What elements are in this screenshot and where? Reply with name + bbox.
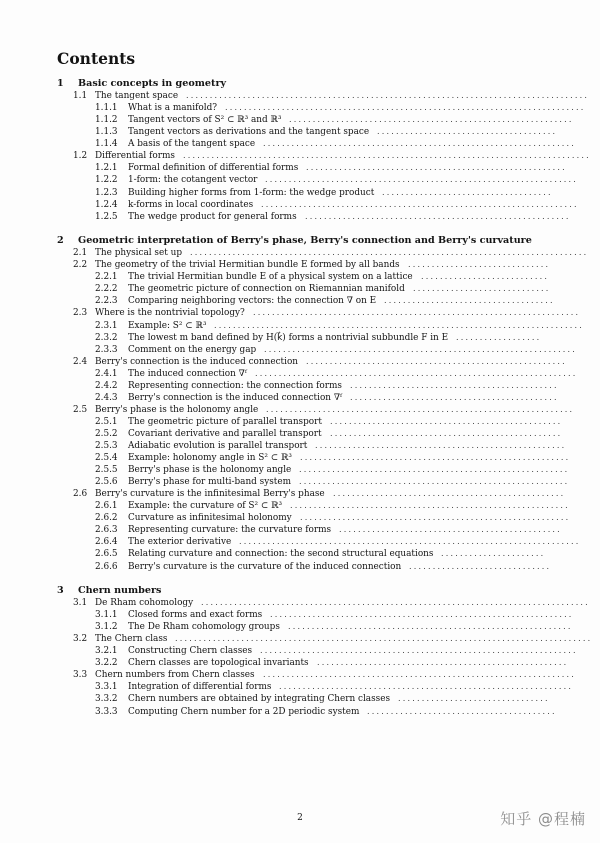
dot-leader: ..................................................................... (253, 308, 581, 318)
toc-entry-title: Example: the curvature of S² ⊂ ℝ³ (128, 501, 283, 512)
dot-leader: ................................................................... (260, 646, 578, 656)
toc-entry-number: 1.1.4 (95, 139, 118, 150)
dot-leader: ........................... (421, 272, 550, 282)
toc-entry-number: 2.4.2 (95, 380, 118, 391)
toc-entry-title: Where is the nontrivial topology? (95, 308, 245, 319)
toc-entry-title: Chern numbers from Chern classes (95, 670, 255, 681)
toc-entry-title: The trivial Hermitian bundle E of a physical system on a lattice (128, 272, 413, 283)
toc-entry-number: 3.3.3 (95, 706, 118, 717)
toc-entry-number: 2.2.1 (95, 272, 118, 283)
toc-entry-number: 2.4.1 (95, 368, 118, 379)
dot-leader: ...................................... (377, 127, 558, 137)
toc-entry-number: 1.1 (73, 91, 88, 101)
toc-entry-title: The induced connection ∇ᶠ (128, 368, 247, 379)
toc-entry-number: 2 (57, 235, 64, 247)
dot-leader: .................................................................................... (190, 248, 589, 258)
dot-leader: ................................................................ (270, 610, 574, 620)
toc-entry-title: The lowest m band defined by H(k⃗) forms a nontrivial subbundle F in E (128, 332, 449, 343)
dot-leader: ................................................. (333, 489, 566, 499)
toc-entry-number: 2.6.5 (95, 549, 118, 560)
toc-entry-number: 2.2 (73, 260, 88, 271)
toc-entry-number: 2.5.2 (95, 428, 118, 439)
toc-entry-title: The De Rham cohomology groups (128, 622, 280, 633)
dot-leader: .................................................................. (265, 175, 579, 185)
toc-entry-number: 1.1.2 (95, 115, 118, 126)
toc-entry-number: 1.1.1 (95, 103, 118, 114)
toc-entry-title: Comparing neighboring vectors: the connection ∇ on E (128, 296, 377, 307)
toc-entry-title: Differential forms (95, 151, 175, 162)
toc-entry-title: Covariant derivative and parallel transport (128, 428, 322, 439)
toc-entry-number: 1 (57, 78, 64, 89)
toc-entry-title: What is a manifold? (128, 103, 218, 114)
toc-entry-title: Berry's phase is the holonomy angle (128, 465, 292, 476)
dot-leader: ........................................................................................ (175, 634, 593, 644)
toc-entry-number: 2.3.2 (95, 332, 118, 343)
dot-leader: .................................................................................. (201, 598, 590, 608)
dot-leader: ............................................................................ (225, 103, 586, 113)
toc-entry-title: De Rham cohomology (95, 598, 194, 609)
dot-leader: ..................................................... (317, 658, 569, 668)
toc-entry-number: 3.2 (73, 634, 88, 645)
dot-leader: ......................................................... (299, 465, 570, 475)
toc-entry-title: 1-form: the cotangent vector (128, 175, 258, 186)
toc-entry-number: 3.1.2 (95, 622, 118, 633)
toc-entry-number: 3.3.1 (95, 682, 118, 693)
toc-entry-number: 3.2.2 (95, 658, 118, 669)
toc-entry-number: 2.5 (73, 404, 88, 415)
toc-entry-number: 3.3.2 (95, 694, 118, 705)
toc-entry-title: Berry's phase is the holonomy angle (95, 404, 259, 415)
toc-entry-number: 2.4 (73, 356, 88, 367)
toc-entry-title: The exterior derivative (128, 537, 232, 548)
toc-entry-title: k-forms in local coordinates (128, 199, 254, 210)
dot-leader: ............................................................ (289, 115, 574, 125)
toc-entry-title: Relating curvature and connection: the second structural equations (128, 549, 434, 560)
toc-entry-number: 2.4.3 (95, 392, 118, 403)
toc-entry-title: Representing connection: the connection forms (128, 380, 342, 391)
toc-entry-number: 2.2.3 (95, 296, 118, 307)
toc-entry-title: Comment on the energy gap (128, 344, 257, 355)
toc-entry-title: Basic concepts in geometry (78, 78, 227, 89)
toc-entry-title: The wedge product for general forms (128, 211, 297, 222)
toc-entry-title: Tangent vectors of S² ⊂ ℝ³ and ℝ³ (128, 115, 282, 126)
toc-entry-number: 2.6.4 (95, 537, 118, 548)
toc-entry-number: 2.5.3 (95, 441, 118, 451)
dot-leader: ....................................................... (306, 356, 567, 366)
dot-leader: .............................................................................. (214, 320, 584, 330)
toc-entry-number: 2.6.2 (95, 513, 118, 524)
toc-entry-number: 2.2.2 (95, 284, 118, 295)
toc-entry-title: The tangent space (95, 91, 179, 101)
toc-entry-title: Adiabatic evolution is parallel transport (128, 441, 308, 451)
dot-leader: ............................................ (350, 380, 559, 390)
dot-leader: ................................ (398, 694, 550, 704)
toc-entry-number: 2.5.1 (95, 416, 118, 427)
toc-entry-number: 2.6.3 (95, 525, 118, 536)
toc-entry-number: 2.5.5 (95, 465, 118, 476)
dot-leader: ........................................................ (305, 211, 571, 221)
toc-entry-title: Berry's connection is the induced connection ∇ᶠ (128, 392, 343, 403)
toc-entry-title: Berry's curvature is the infinitesimal Berry's phase (95, 489, 325, 500)
dot-leader: .................................................................... (255, 368, 578, 378)
toc-entry-title: Example: S² ⊂ ℝ³ (128, 320, 207, 331)
toc-entry-title: Geometric interpretation of Berry's phase, Berry's connection and Berry's curvature (78, 235, 532, 247)
toc-entry-title: The geometry of the trivial Hermitian bundle E formed by all bands (95, 260, 400, 271)
toc-entry-number: 2.3.1 (95, 320, 118, 331)
dot-leader: ........................................................................ (239, 537, 581, 547)
toc-entry-title: Berry's connection is the induced connection (95, 356, 299, 367)
dot-leader: ....................................................... (306, 163, 567, 173)
dot-leader: ............................................ (350, 392, 559, 402)
toc-entry-title: The geometric picture of parallel transport (128, 416, 322, 427)
toc-entry-title: Computing Chern number for a 2D periodic system (128, 706, 360, 717)
watermark: 知乎 @程楠 (500, 810, 586, 828)
dot-leader: ...................................................................................... (183, 151, 591, 161)
toc-entry-number: 1.1.3 (95, 127, 118, 138)
toc-entry-number: 1.2.5 (95, 211, 118, 222)
dot-leader: ......................................................... (300, 453, 571, 462)
toc-entry-title: Representing curvature: the curvature forms (128, 525, 332, 536)
toc-entry-title: Chern classes are topological invariants (128, 658, 309, 669)
toc-entry-number: 2.5.6 (95, 477, 118, 488)
dot-leader: .................................... (382, 187, 553, 197)
toc-entry-title: Berry's curvature is the curvature of the induced connection (128, 561, 402, 572)
toc-entry-number: 3.1.1 (95, 610, 118, 621)
dot-leader: .............................. (409, 561, 552, 571)
toc-entry-number: 3.3 (73, 670, 88, 681)
dot-leader: ..................................................................................... (186, 91, 590, 100)
toc-entry-title: Building higher forms from 1-form: the wedge product (128, 187, 375, 198)
toc-entry-title: A basis of the tangent space (128, 139, 256, 150)
toc-entry-number: 2.6.6 (95, 561, 118, 572)
dot-leader: ............................................................ (288, 622, 573, 632)
dot-leader: ......................................................... (300, 513, 571, 523)
dot-leader: .................................................................. (263, 139, 577, 149)
toc-entry-number: 3.1 (73, 598, 88, 609)
dot-leader: ........................................................... (290, 501, 570, 511)
toc-entry-title: Chern numbers are obtained by integrating Chern classes (128, 694, 391, 705)
dot-leader: .................................................................. (263, 670, 577, 680)
toc-entry-number: 2.3.3 (95, 344, 118, 355)
dot-leader: .................................... (384, 296, 555, 306)
dot-leader: ...................... (441, 549, 546, 559)
dot-leader: ................................................. (330, 416, 563, 426)
toc-entry-title: Berry's phase for multi-band system (128, 477, 292, 488)
toc-entry-number: 2.6.1 (95, 501, 118, 512)
page-number: 2 (297, 813, 303, 823)
dot-leader: ................................................................. (266, 404, 575, 414)
toc-entry-number: 2.6 (73, 489, 88, 500)
toc-entry-title: Curvature as infinitesimal holonomy (128, 513, 292, 524)
toc-entry-number: 2.3 (73, 308, 88, 319)
toc-entry-title: The physical set up (95, 248, 183, 259)
toc-entry-title: The geometric picture of connection on Riemannian manifold (128, 284, 405, 295)
toc-entry-number: 3.2.1 (95, 646, 118, 657)
dot-leader: .................. (456, 332, 542, 342)
toc-entry-title: Closed forms and exact forms (128, 610, 263, 621)
dot-leader: ................................................. (330, 428, 563, 438)
contents-heading: Contents (57, 49, 136, 68)
dot-leader: ..................................................... (315, 441, 567, 450)
toc-entry-number: 1.2.3 (95, 187, 118, 198)
toc-entry-number: 3 (57, 585, 64, 596)
toc-entry-number: 1.2.1 (95, 163, 118, 174)
dot-leader: .............................................................. (279, 682, 574, 692)
toc-entry-title: Constructing Chern classes (128, 646, 253, 657)
dot-leader: ................................................................... (261, 199, 579, 209)
dot-leader: .............................. (408, 260, 551, 270)
toc-entry-title: Formal definition of differential forms (128, 163, 299, 174)
toc-entry-title: Chern numbers (78, 585, 162, 596)
dot-leader: .................................................................. (264, 344, 578, 354)
dot-leader: ............................. (413, 284, 551, 294)
toc-entry-number: 2.1 (73, 248, 88, 259)
toc-entry-number: 2.5.4 (95, 453, 118, 463)
dot-leader: ............................................... (339, 525, 562, 535)
toc-entry-number: 1.2.4 (95, 199, 118, 210)
toc-entry-title: The Chern class (95, 634, 168, 645)
toc-entry-number: 1.2.2 (95, 175, 118, 186)
toc-entry-title: Tangent vectors as derivations and the tangent space (128, 127, 370, 138)
toc-entry-number: 1.2 (73, 151, 88, 162)
dot-leader: ......................................................... (299, 477, 570, 487)
dot-leader: ........................................ (367, 706, 557, 716)
toc-entry-title: Integration of differential forms (128, 682, 272, 693)
toc-entry-title: Example: holonomy angle in S² ⊂ ℝ³ (128, 453, 292, 463)
